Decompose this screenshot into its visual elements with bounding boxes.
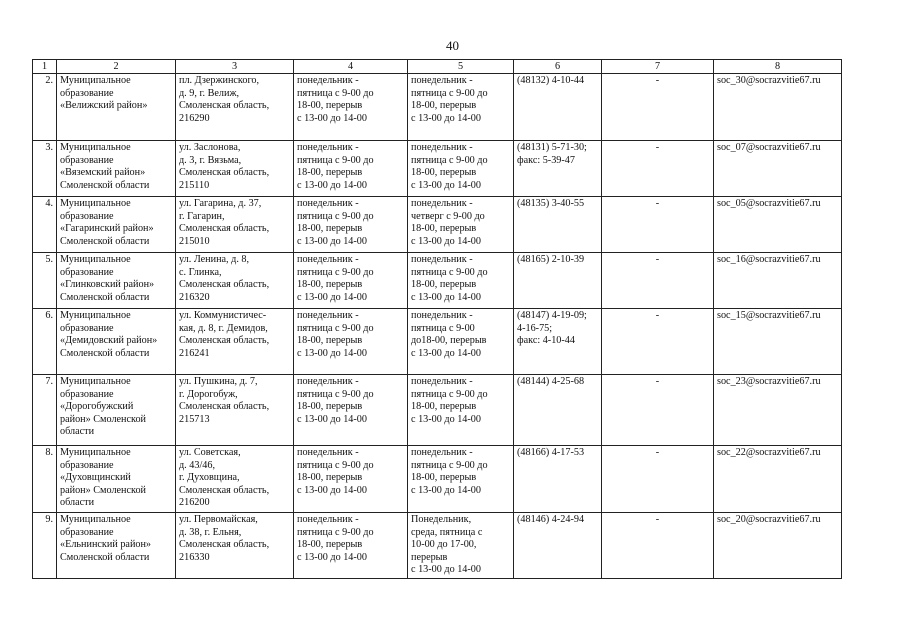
name-line: образование	[60, 388, 114, 400]
table-row	[33, 513, 842, 579]
row-number-cell: 7.	[33, 375, 57, 446]
hours4-line: с 13-00 до 14-00	[297, 291, 367, 303]
hours4-line: 18-00, перерыв	[297, 167, 363, 179]
email-cell	[714, 375, 842, 446]
column-7-cell: -	[602, 74, 714, 141]
name-line: «Гагаринский район»	[60, 223, 154, 235]
email-link[interactable]: soc_07@socrazvitie67.ru	[717, 142, 821, 153]
hours4-line: 18-00, перерыв	[297, 335, 363, 347]
column-7-cell: -	[602, 375, 714, 446]
email-link[interactable]: soc_20@socrazvitie67.ru	[717, 514, 821, 525]
reception-hours-cell	[408, 375, 514, 446]
name-line: Муниципальное	[60, 310, 131, 321]
hours5-line: пятница с 9-00 до	[411, 459, 488, 471]
address-line: д. 38, г. Ельня,	[179, 526, 242, 538]
email-cell	[714, 446, 842, 513]
hours5-line: с 13-00 до 14-00	[411, 564, 481, 576]
address-line: Смоленская область,	[179, 335, 270, 347]
address-line: г. Духовщина,	[179, 472, 240, 484]
name-line: Смоленской области	[60, 235, 150, 247]
address-line: 215010	[179, 235, 210, 247]
hours5-line: перерыв	[411, 551, 448, 563]
hours4-line: пятница с 9-00 до	[297, 388, 374, 400]
hours5-line: пятница с 9-00 до	[411, 154, 488, 166]
hours5-line: понедельник -	[411, 142, 473, 153]
hours-cell	[294, 253, 408, 309]
hours4-line: 18-00, перерыв	[297, 223, 363, 235]
hours4-line: с 13-00 до 14-00	[297, 112, 367, 124]
hours5-line: 18-00, перерыв	[411, 167, 477, 179]
hours4-line: с 13-00 до 14-00	[297, 484, 367, 496]
hours4-line: с 13-00 до 14-00	[297, 551, 367, 563]
hours5-line: 18-00, перерыв	[411, 472, 477, 484]
hours5-line: понедельник -	[411, 310, 473, 321]
hours4-line: с 13-00 до 14-00	[297, 235, 367, 247]
name-line: Смоленской области	[60, 179, 150, 191]
municipality-cell	[57, 309, 176, 375]
hours5-line: Понедельник,	[411, 514, 472, 525]
hours4-line: 18-00, перерыв	[297, 472, 363, 484]
hours5-line: понедельник -	[411, 198, 473, 209]
table-row	[33, 197, 842, 253]
address-cell	[176, 375, 294, 446]
address-line: 215110	[179, 179, 210, 191]
municipality-cell	[57, 197, 176, 253]
name-line: «Велижский район»	[60, 100, 148, 112]
column-7-cell: -	[602, 197, 714, 253]
row-number-cell: 6.	[33, 309, 57, 375]
name-line: Смоленской области	[60, 291, 150, 303]
address-line: Смоленская область,	[179, 539, 270, 551]
address-line: г. Дорогобуж,	[179, 388, 238, 400]
hours5-line: 18-00, перерыв	[411, 100, 477, 112]
hours4-line: с 13-00 до 14-00	[297, 413, 367, 425]
name-line: Смоленской области	[60, 551, 150, 563]
hours5-line: с 13-00 до 14-00	[411, 112, 481, 124]
address-line: кая, д. 8, г. Демидов,	[179, 322, 268, 334]
address-line: Смоленская область,	[179, 223, 270, 235]
phone-line: (48146) 4-24-94	[517, 514, 585, 525]
name-line: образование	[60, 210, 114, 222]
address-line: г. Гагарин,	[179, 210, 225, 222]
address-line: Смоленская область,	[179, 484, 270, 496]
email-cell	[714, 197, 842, 253]
hours5-line: понедельник -	[411, 376, 473, 387]
hours4-line: 18-00, перерыв	[297, 401, 363, 413]
municipality-cell	[57, 141, 176, 197]
email-cell	[714, 253, 842, 309]
name-line: образование	[60, 266, 114, 278]
address-line: Смоленская область,	[179, 401, 270, 413]
hours5-line: с 13-00 до 14-00	[411, 291, 481, 303]
column-7-cell: -	[602, 513, 714, 579]
name-line: образование	[60, 87, 114, 99]
municipality-cell	[57, 253, 176, 309]
hours-cell	[294, 446, 408, 513]
email-cell	[714, 74, 842, 141]
table-row	[33, 375, 842, 446]
row-number-cell: 9.	[33, 513, 57, 579]
hours4-line: 18-00, перерыв	[297, 539, 363, 551]
hours4-line: понедельник -	[297, 75, 359, 86]
hours4-line: пятница с 9-00 до	[297, 322, 374, 334]
hours4-line: понедельник -	[297, 514, 359, 525]
phone-line: факс: 5-39-47	[517, 154, 575, 166]
name-line: образование	[60, 154, 114, 166]
address-line: ул. Заслонова,	[179, 142, 241, 153]
hours5-line: четверг с 9-00 до	[411, 210, 485, 222]
name-line: Муниципальное	[60, 376, 131, 387]
hours4-line: понедельник -	[297, 142, 359, 153]
name-line: области	[60, 426, 95, 438]
phone-cell	[514, 74, 602, 141]
hours-cell	[294, 197, 408, 253]
name-line: Муниципальное	[60, 75, 131, 86]
address-line: ул. Советская,	[179, 447, 241, 458]
name-line: Муниципальное	[60, 254, 131, 265]
hours5-line: пятница с 9-00 до	[411, 388, 488, 400]
column-7-cell: -	[602, 141, 714, 197]
table-row	[33, 446, 842, 513]
hours5-line: пятница с 9-00 до	[411, 266, 488, 278]
hours-cell	[294, 375, 408, 446]
page-number: 40	[446, 38, 459, 53]
address-line: ул. Первомайская,	[179, 514, 258, 525]
reception-hours-cell	[408, 309, 514, 375]
column-number: 5	[408, 60, 514, 74]
table-row	[33, 141, 842, 197]
address-line: д. 43/46,	[179, 459, 216, 471]
hours4-line: пятница с 9-00 до	[297, 154, 374, 166]
row-number-cell: 4.	[33, 197, 57, 253]
contacts-table	[32, 59, 842, 579]
phone-line: (48147) 4-19-09;	[517, 310, 587, 321]
hours5-line: 18-00, перерыв	[411, 279, 477, 291]
table-row	[33, 74, 842, 141]
hours-cell	[294, 309, 408, 375]
hours5-line: понедельник -	[411, 75, 473, 86]
phone-line: (48135) 3-40-55	[517, 198, 585, 209]
name-line: Муниципальное	[60, 142, 131, 153]
column-number: 6	[514, 60, 602, 74]
email-link[interactable]: soc_16@socrazvitie67.ru	[717, 254, 821, 265]
phone-cell	[514, 197, 602, 253]
municipality-cell	[57, 74, 176, 141]
phone-line: (48144) 4-25-68	[517, 376, 585, 387]
column-7-cell: -	[602, 309, 714, 375]
hours5-line: 18-00, перерыв	[411, 223, 477, 235]
phone-line: (48165) 2-10-39	[517, 254, 585, 265]
hours5-line: понедельник -	[411, 447, 473, 458]
address-line: ул. Пушкина, д. 7,	[179, 376, 258, 387]
hours-cell	[294, 141, 408, 197]
hours5-line: с 13-00 до 14-00	[411, 413, 481, 425]
reception-hours-cell	[408, 74, 514, 141]
phone-line: факс: 4-10-44	[517, 335, 575, 347]
hours4-line: 18-00, перерыв	[297, 279, 363, 291]
hours4-line: понедельник -	[297, 254, 359, 265]
address-line: д. 9, г. Велиж,	[179, 87, 240, 99]
address-line: с. Глинка,	[179, 266, 222, 278]
email-link[interactable]: soc_22@socrazvitie67.ru	[717, 447, 821, 458]
address-cell	[176, 446, 294, 513]
address-line: 215713	[179, 413, 210, 425]
hours5-line: с 13-00 до 14-00	[411, 347, 481, 359]
email-cell	[714, 141, 842, 197]
table-row	[33, 253, 842, 309]
column-7-cell: -	[602, 253, 714, 309]
municipality-cell	[57, 513, 176, 579]
row-number-cell: 5.	[33, 253, 57, 309]
phone-cell	[514, 375, 602, 446]
phone-line: 4-16-75;	[517, 322, 553, 334]
column-number: 8	[714, 60, 842, 74]
hours5-line: с 13-00 до 14-00	[411, 179, 481, 191]
name-line: «Дорогобужский	[60, 401, 134, 413]
address-line: Смоленская область,	[179, 167, 270, 179]
column-number: 4	[294, 60, 408, 74]
phone-cell	[514, 141, 602, 197]
name-line: «Ельнинский район»	[60, 539, 152, 551]
name-line: «Духовщинский	[60, 472, 131, 484]
reception-hours-cell	[408, 197, 514, 253]
address-line: ул. Коммунистичес-	[179, 310, 267, 321]
address-line: 216320	[179, 291, 210, 303]
email-link[interactable]: soc_23@socrazvitie67.ru	[717, 376, 821, 387]
name-line: Смоленской области	[60, 347, 150, 359]
hours5-line: до18-00, перерыв	[411, 335, 487, 347]
address-cell	[176, 74, 294, 141]
hours4-line: с 13-00 до 14-00	[297, 179, 367, 191]
reception-hours-cell	[408, 446, 514, 513]
hours4-line: 18-00, перерыв	[297, 100, 363, 112]
reception-hours-cell	[408, 141, 514, 197]
email-link[interactable]: soc_15@socrazvitie67.ru	[717, 310, 821, 321]
address-line: ул. Ленина, д. 8,	[179, 254, 250, 265]
hours5-line: среда, пятница с	[411, 526, 483, 538]
address-line: 216330	[179, 551, 210, 563]
column-7-cell: -	[602, 446, 714, 513]
email-cell	[714, 513, 842, 579]
phone-line: (48132) 4-10-44	[517, 75, 585, 86]
hours5-line: пятница с 9-00	[411, 322, 475, 334]
column-number: 7	[602, 60, 714, 74]
phone-cell	[514, 309, 602, 375]
address-cell	[176, 197, 294, 253]
hours-cell	[294, 74, 408, 141]
name-line: «Глинковский район»	[60, 279, 155, 291]
phone-line: (48131) 5-71-30;	[517, 142, 587, 153]
address-cell	[176, 513, 294, 579]
address-cell	[176, 309, 294, 375]
hours5-line: с 13-00 до 14-00	[411, 235, 481, 247]
column-number: 2	[57, 60, 176, 74]
name-line: Муниципальное	[60, 514, 131, 525]
hours4-line: понедельник -	[297, 376, 359, 387]
email-link[interactable]: soc_30@socrazvitie67.ru	[717, 75, 821, 86]
phone-line: (48166) 4-17-53	[517, 447, 585, 458]
name-line: образование	[60, 526, 114, 538]
municipality-cell	[57, 375, 176, 446]
reception-hours-cell	[408, 513, 514, 579]
hours5-line: пятница с 9-00 до	[411, 87, 488, 99]
row-number-cell: 3.	[33, 141, 57, 197]
name-line: образование	[60, 322, 114, 334]
address-cell	[176, 253, 294, 309]
phone-cell	[514, 446, 602, 513]
address-line: ул. Гагарина, д. 37,	[179, 198, 262, 209]
hours4-line: пятница с 9-00 до	[297, 87, 374, 99]
address-line: Смоленская область,	[179, 100, 270, 112]
municipality-cell	[57, 446, 176, 513]
hours4-line: с 13-00 до 14-00	[297, 347, 367, 359]
hours4-line: пятница с 9-00 до	[297, 210, 374, 222]
address-cell	[176, 141, 294, 197]
address-line: 216290	[179, 112, 210, 124]
hours4-line: пятница с 9-00 до	[297, 526, 374, 538]
hours5-line: 18-00, перерыв	[411, 401, 477, 413]
column-number: 3	[176, 60, 294, 74]
address-line: пл. Дзержинского,	[179, 75, 260, 86]
row-number-cell: 8.	[33, 446, 57, 513]
name-line: район» Смоленской	[60, 413, 147, 425]
column-number-row	[33, 60, 842, 74]
hours4-line: понедельник -	[297, 447, 359, 458]
hours4-line: понедельник -	[297, 198, 359, 209]
name-line: район» Смоленской	[60, 484, 147, 496]
address-line: 216200	[179, 497, 210, 509]
email-cell	[714, 309, 842, 375]
address-line: Смоленская область,	[179, 279, 270, 291]
phone-cell	[514, 253, 602, 309]
hours-cell	[294, 513, 408, 579]
name-line: Муниципальное	[60, 447, 131, 458]
name-line: образование	[60, 459, 114, 471]
column-number: 1	[33, 60, 57, 74]
hours4-line: пятница с 9-00 до	[297, 266, 374, 278]
table-row	[33, 309, 842, 375]
hours5-line: с 13-00 до 14-00	[411, 484, 481, 496]
name-line: «Демидовский район»	[60, 335, 158, 347]
address-line: д. 3, г. Вязьма,	[179, 154, 242, 166]
hours5-line: понедельник -	[411, 254, 473, 265]
hours4-line: понедельник -	[297, 310, 359, 321]
reception-hours-cell	[408, 253, 514, 309]
hours4-line: пятница с 9-00 до	[297, 459, 374, 471]
phone-cell	[514, 513, 602, 579]
email-link[interactable]: soc_05@socrazvitie67.ru	[717, 198, 821, 209]
name-line: области	[60, 497, 95, 509]
address-line: 216241	[179, 347, 210, 359]
hours5-line: 10-00 до 17-00,	[411, 539, 477, 551]
row-number-cell: 2.	[33, 74, 57, 141]
name-line: Муниципальное	[60, 198, 131, 209]
name-line: «Вяземский район»	[60, 167, 146, 179]
